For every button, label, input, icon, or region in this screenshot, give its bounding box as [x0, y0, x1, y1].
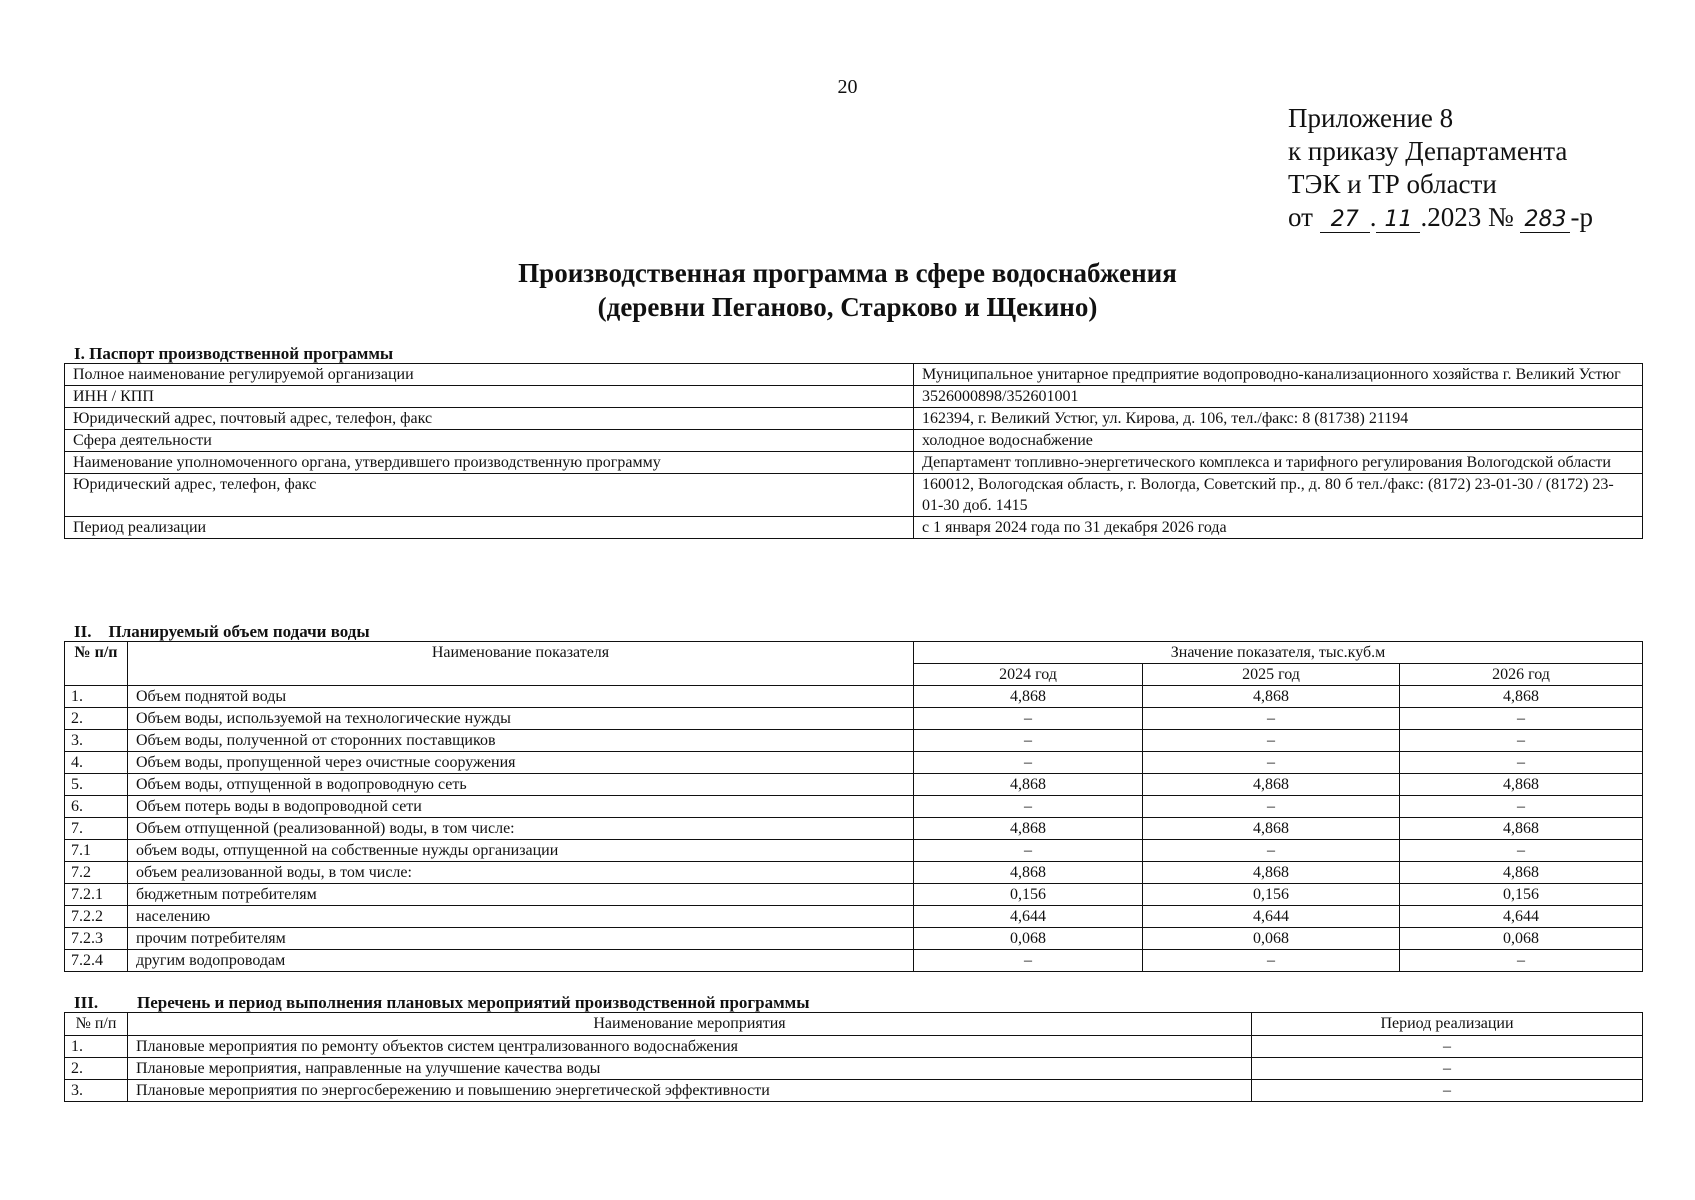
row-name: Плановые мероприятия по ремонту объектов систем централизованного водоснабжения [128, 1036, 1252, 1058]
table-row [65, 840, 1643, 862]
value-2025: – [1143, 840, 1400, 862]
value-2024: – [914, 730, 1143, 752]
row-name: Объем воды, пропущенной через очистные сооружения [128, 752, 914, 774]
value-2026: 0,156 [1400, 884, 1643, 906]
row-number: 2. [65, 1058, 128, 1080]
table-row [65, 686, 1643, 708]
year-header: 2026 год [1400, 664, 1643, 686]
row-period: – [1252, 1080, 1643, 1102]
row-number: 7.2.4 [65, 950, 128, 972]
year-header: 2025 год [1143, 664, 1400, 686]
value-2026: 4,868 [1400, 774, 1643, 796]
value-2025: 0,156 [1143, 884, 1400, 906]
date-month: 11 [1376, 208, 1420, 233]
value-2025: 4,868 [1143, 818, 1400, 840]
row-name: Объем потерь воды в водопроводной сети [128, 796, 914, 818]
row-number: 1. [65, 1036, 128, 1058]
date-day: 27 [1320, 208, 1370, 233]
value-2026: 4,644 [1400, 906, 1643, 928]
row-number: 1. [65, 686, 128, 708]
section-3-heading: Перечень и период выполнения плановых мероприятий производственной программы [137, 993, 810, 1012]
row-name: другим водопроводам [128, 950, 914, 972]
passport-row [65, 517, 1643, 539]
value-2026: – [1400, 840, 1643, 862]
col-num-header: № п/п [65, 642, 128, 686]
passport-label: Наименование уполномоченного органа, утвердившего производственную программу [65, 452, 914, 474]
row-name: прочим потребителям [128, 928, 914, 950]
value-2025: – [1143, 752, 1400, 774]
row-number: 7.2.2 [65, 906, 128, 928]
passport-row [65, 408, 1643, 430]
passport-value: 3526000898/352601001 [914, 386, 1643, 408]
value-2024: – [914, 752, 1143, 774]
appendix-date-line [1288, 201, 1593, 234]
col-value-header: Значение показателя, тыс.куб.м [914, 642, 1643, 664]
value-2026: 4,868 [1400, 862, 1643, 884]
appendix-line-1: Приложение 8 [1288, 103, 1454, 133]
date-sep: . [1369, 202, 1377, 232]
passport-label: ИНН / КПП [65, 386, 914, 408]
value-2024: – [914, 950, 1143, 972]
passport-row [65, 386, 1643, 408]
section-2-heading: II. Планируемый объем подачи воды [74, 622, 370, 641]
row-name: Объем воды, полученной от сторонних поставщиков [128, 730, 914, 752]
value-2026: 4,868 [1400, 818, 1643, 840]
table-row [65, 862, 1643, 884]
value-2026: – [1400, 752, 1643, 774]
passport-row [65, 474, 1643, 517]
title-line-1: Производственная программа в сфере водоснабжения [518, 258, 1177, 288]
table-row [65, 1080, 1643, 1102]
row-name: объем реализованной воды, в том числе: [128, 862, 914, 884]
activities-table [64, 1012, 1643, 1102]
passport-value: 160012, Вологодская область, г. Вологда, Советский пр., д. 80 б тел./факс: (8172) 23-01-30 / (8172) 23-01-30 доб. 1415 [914, 474, 1643, 517]
table-row [65, 906, 1643, 928]
appendix-line-2: к приказу Департамента [1288, 136, 1568, 166]
passport-label: Юридический адрес, почтовый адрес, телефон, факс [65, 408, 914, 430]
document-title [0, 256, 1695, 324]
table-row [65, 1058, 1643, 1080]
row-number: 3. [65, 1080, 128, 1102]
row-name: Объем поднятой воды [128, 686, 914, 708]
passport-label: Полное наименование регулируемой организации [65, 364, 914, 386]
value-2026: – [1400, 950, 1643, 972]
appendix-block [1288, 102, 1593, 234]
row-number: 4. [65, 752, 128, 774]
col-name-header: Наименование мероприятия [128, 1013, 1252, 1036]
table-row [65, 774, 1643, 796]
title-line-2: (деревни Пеганово, Старково и Щекино) [597, 292, 1098, 322]
passport-table [64, 363, 1643, 539]
table-row [65, 796, 1643, 818]
value-2024: 4,868 [914, 818, 1143, 840]
row-name: бюджетным потребителям [128, 884, 914, 906]
value-2026: – [1400, 708, 1643, 730]
value-2025: – [1143, 708, 1400, 730]
order-suffix: -р [1570, 202, 1593, 232]
value-2025: 4,868 [1143, 862, 1400, 884]
row-number: 7.1 [65, 840, 128, 862]
date-year: .2023 № [1420, 202, 1514, 232]
row-number: 5. [65, 774, 128, 796]
passport-row [65, 364, 1643, 386]
value-2026: – [1400, 796, 1643, 818]
value-2026: 4,868 [1400, 686, 1643, 708]
value-2026: – [1400, 730, 1643, 752]
col-num-header: № п/п [65, 1013, 128, 1036]
table-row [65, 1036, 1643, 1058]
value-2025: 4,868 [1143, 686, 1400, 708]
value-2025: – [1143, 950, 1400, 972]
passport-value: 162394, г. Великий Устюг, ул. Кирова, д. 106, тел./факс: 8 (81738) 21194 [914, 408, 1643, 430]
row-period: – [1252, 1058, 1643, 1080]
section-1-heading: I. Паспорт производственной программы [74, 344, 394, 363]
value-2025: – [1143, 796, 1400, 818]
row-name: Объем воды, используемой на технологические нужды [128, 708, 914, 730]
row-period: – [1252, 1036, 1643, 1058]
row-number: 7.2.3 [65, 928, 128, 950]
value-2025: 4,868 [1143, 774, 1400, 796]
value-2024: 0,068 [914, 928, 1143, 950]
row-number: 7.2.1 [65, 884, 128, 906]
value-2024: – [914, 796, 1143, 818]
page-number: 20 [837, 76, 858, 98]
passport-row [65, 452, 1643, 474]
value-2024: 4,644 [914, 906, 1143, 928]
table-row [65, 752, 1643, 774]
value-2024: 4,868 [914, 774, 1143, 796]
row-name: Плановые мероприятия по энергосбережению и повышению энергетической эффективности [128, 1080, 1252, 1102]
passport-value: с 1 января 2024 года по 31 декабря 2026 года [914, 517, 1643, 539]
row-name: Объем воды, отпущенной в водопроводную сеть [128, 774, 914, 796]
section-3-heading-num: III. [74, 993, 99, 1012]
value-2024: 4,868 [914, 686, 1143, 708]
value-2024: – [914, 708, 1143, 730]
table-row [65, 818, 1643, 840]
value-2025: 0,068 [1143, 928, 1400, 950]
row-name: Плановые мероприятия, направленные на улучшение качества воды [128, 1058, 1252, 1080]
value-2024: 0,156 [914, 884, 1143, 906]
row-number: 7.2 [65, 862, 128, 884]
passport-row [65, 430, 1643, 452]
row-number: 3. [65, 730, 128, 752]
row-name: населению [128, 906, 914, 928]
table-row [65, 730, 1643, 752]
order-number: 283 [1520, 208, 1570, 233]
appendix-line-3: ТЭК и ТР области [1288, 169, 1497, 199]
passport-value: Муниципальное унитарное предприятие водопроводно-канализационного хозяйства г. Великий Устюг [914, 364, 1643, 386]
date-prefix: от [1288, 202, 1313, 232]
col-period-header: Период реализации [1252, 1013, 1643, 1036]
row-number: 2. [65, 708, 128, 730]
row-name: объем воды, отпущенной на собственные нужды организации [128, 840, 914, 862]
passport-label: Период реализации [65, 517, 914, 539]
value-2026: 0,068 [1400, 928, 1643, 950]
passport-label: Юридический адрес, телефон, факс [65, 474, 914, 517]
value-2025: – [1143, 730, 1400, 752]
year-header: 2024 год [914, 664, 1143, 686]
passport-value: холодное водоснабжение [914, 430, 1643, 452]
passport-value: Департамент топливно-энергетического комплекса и тарифного регулирования Вологодской области [914, 452, 1643, 474]
value-2024: 4,868 [914, 862, 1143, 884]
passport-label: Сфера деятельности [65, 430, 914, 452]
water-supply-table [64, 641, 1643, 972]
value-2024: – [914, 840, 1143, 862]
value-2025: 4,644 [1143, 906, 1400, 928]
table-row [65, 708, 1643, 730]
table-row [65, 928, 1643, 950]
row-number: 7. [65, 818, 128, 840]
col-name-header: Наименование показателя [128, 642, 914, 686]
row-number: 6. [65, 796, 128, 818]
table-row [65, 884, 1643, 906]
table-row [65, 950, 1643, 972]
row-name: Объем отпущенной (реализованной) воды, в том числе: [128, 818, 914, 840]
